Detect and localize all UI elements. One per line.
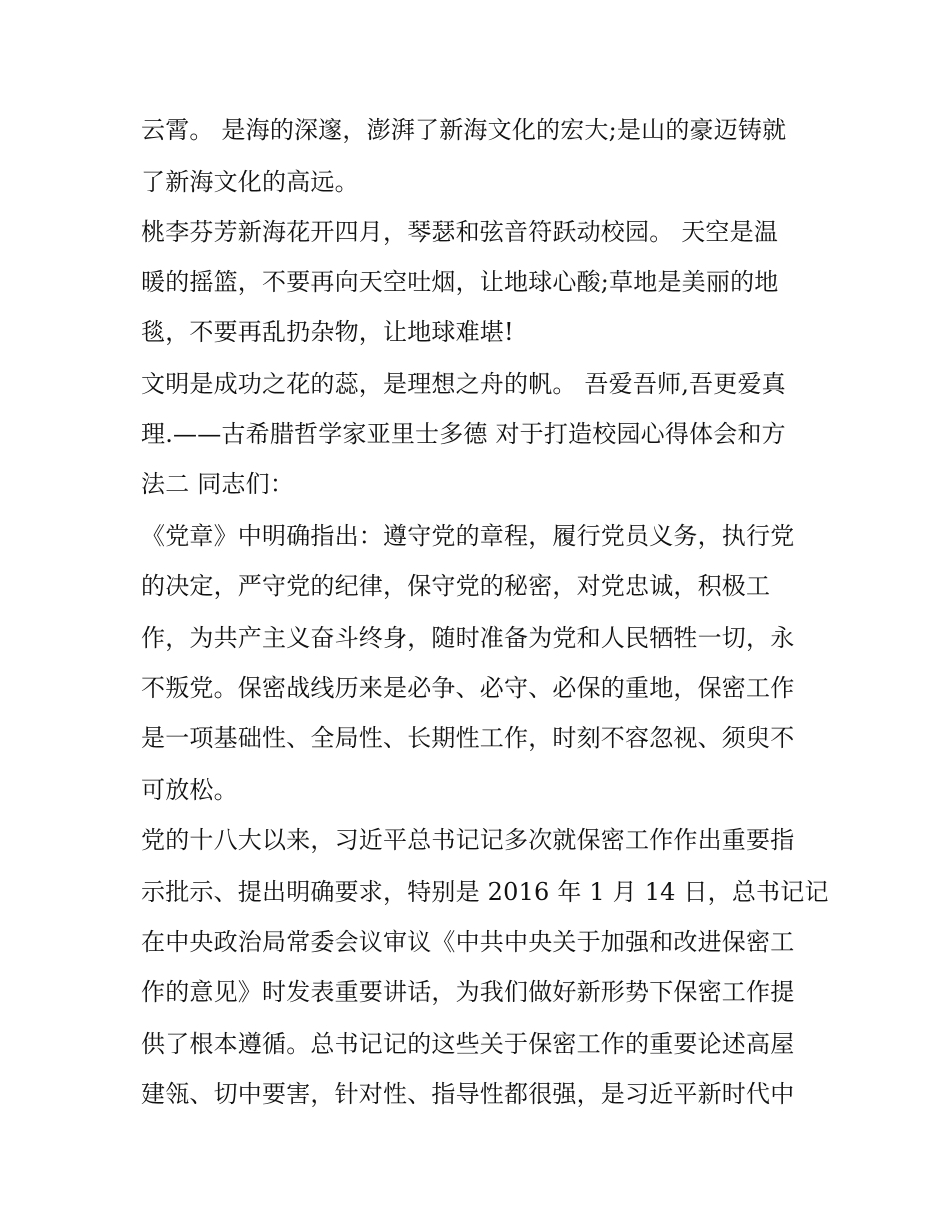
text-line: 供了根本遵循。总书记记的这些关于保密工作的重要论述高屋	[141, 1030, 795, 1058]
text-line: 文明是成功之花的蕊，是理想之舟的帆。 吾爱吾师,吾更爱真	[141, 370, 786, 398]
text-line: 作的意见》时发表重要讲话，为我们做好新形势下保密工作提	[141, 978, 795, 1006]
text-line: 建瓴、切中要害，针对性、指导性都很强，是习近平新时代中	[141, 1080, 795, 1108]
text-line: 党的十八大以来，习近平总书记记多次就保密工作作出重要指	[141, 826, 795, 854]
text-line: 的决定，严守党的纪律，保守党的秘密，对党忠诚，积极工	[141, 572, 771, 600]
text-line: 理.——古希腊哲学家亚里士多德 对于打造校园心得体会和方	[141, 420, 786, 448]
text-line: 桃李芬芳新海花开四月，琴瑟和弦音符跃动校园。 天空是温	[141, 218, 779, 246]
text-line: 不叛党。保密战线历来是必争、必守、必保的重地，保密工作	[141, 674, 795, 702]
text-line: 毯，不要再乱扔杂物，让地球难堪!	[141, 318, 514, 346]
text-line: 作，为共产主义奋斗终身，随时准备为党和人民牺牲一切，永	[141, 624, 795, 652]
text-line: 是一项基础性、全局性、长期性工作，时刻不容忽视、须臾不	[141, 724, 795, 752]
text-line: 暖的摇篮，不要再向天空吐烟，让地球心酸;草地是美丽的地	[141, 268, 779, 296]
text-line: 可放松。	[141, 776, 238, 804]
text-line: 示批示、提出明确要求，特别是 2016 年 1 月 14 日，总书记记	[141, 878, 829, 906]
text-line: 在中央政治局常委会议审议《中共中央关于加强和改进保密工	[141, 928, 795, 956]
text-line: 了新海文化的高远。	[141, 168, 359, 196]
text-line: 《党章》中明确指出：遵守党的章程，履行党员义务，执行党	[141, 522, 795, 550]
text-line: 法二 同志们：	[141, 470, 295, 498]
text-line: 云霄。 是海的深邃，澎湃了新海文化的宏大;是山的豪迈铸就	[141, 116, 787, 144]
